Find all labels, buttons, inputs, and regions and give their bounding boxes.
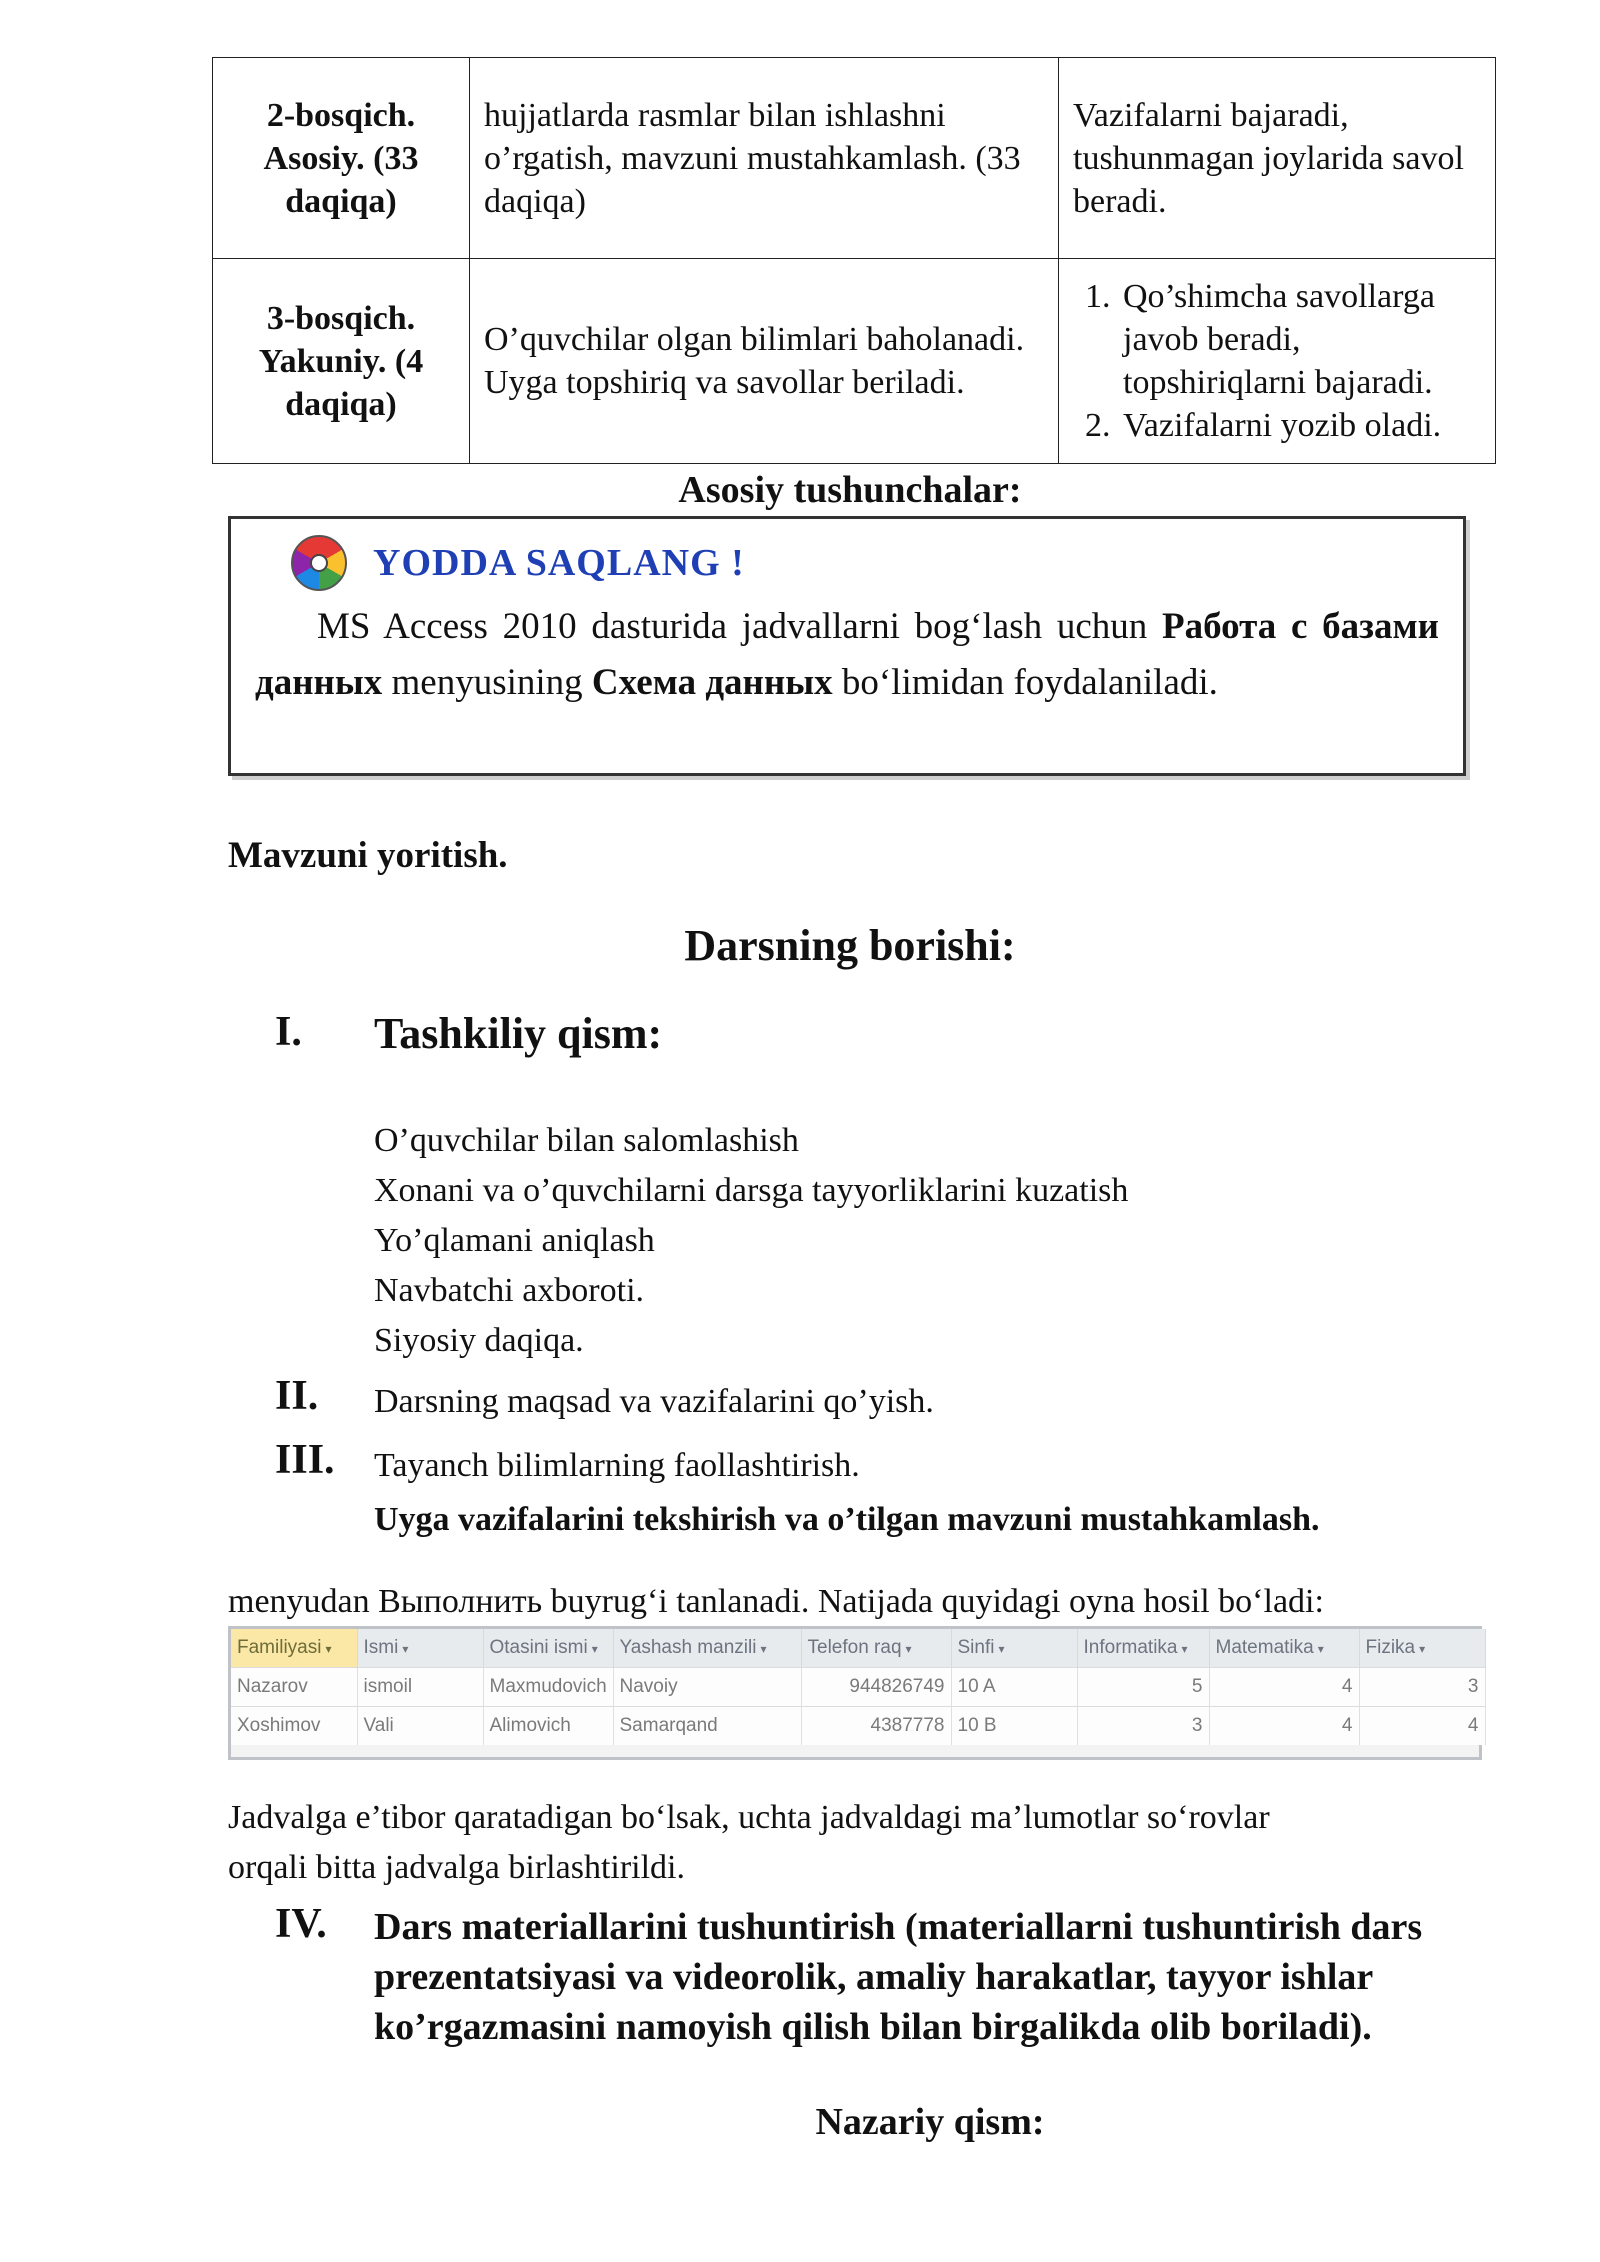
list-item: 2. Vazifalarni yozib oladi. [1119, 404, 1481, 447]
list-item: Siyosiy daqiqa. [374, 1322, 584, 1359]
column-header[interactable]: Matematika ▾ [1209, 1629, 1359, 1668]
student-activity-cell: Vazifalarni bajaradi, tushunmagan joylarida savol beradi. [1059, 58, 1496, 259]
cd-disc-icon [291, 535, 347, 591]
theory-heading: Nazariy qism: [815, 2101, 1045, 2143]
remember-title: YODDA SAQLANG ! [373, 542, 745, 584]
dropdown-arrow-icon: ▾ [1317, 1642, 1324, 1656]
list-item: Yo’qlamani aniqlash [374, 1222, 655, 1259]
section-bold-text: Uyga vazifalarini tekshirish va o’tilgan mavzuni mustahkamlash. [374, 1501, 1320, 1538]
key-concepts-heading: Asosiy tushunchalar: [678, 469, 1022, 511]
dropdown-arrow-icon: ▾ [591, 1642, 598, 1656]
topic-heading: Mavzuni yoritish. [228, 835, 508, 876]
stage-cell: 2-bosqich. Asosiy. (33 daqiqa) [213, 58, 470, 259]
section-number: I. [275, 1009, 302, 1055]
remember-text: MS Access 2010 dasturida jadvallarni bog‘lash uchun Работа с базами данных menyusining Схема данных bo‘limidan foydalaniladi. [255, 606, 1439, 703]
dropdown-arrow-icon: ▾ [402, 1642, 409, 1656]
student-activity-list [1073, 275, 1481, 447]
column-header[interactable]: Familiyasi ▾ [231, 1629, 357, 1668]
column-header[interactable]: Otasini ismi ▾ [483, 1629, 613, 1668]
column-header[interactable]: Sinfi ▾ [951, 1629, 1077, 1668]
column-header[interactable]: Fizika ▾ [1359, 1629, 1485, 1668]
lesson-heading: Darsning borishi: [684, 921, 1016, 970]
remember-box [228, 516, 1466, 776]
menu-sentence: menyudan Выполнить buyrug‘i tanlanadi. Natijada quyidagi oyna hosil bo‘ladi: [228, 1583, 1324, 1620]
dropdown-arrow-icon: ▾ [760, 1642, 767, 1656]
section-number: II. [275, 1373, 319, 1419]
database-table-screenshot [228, 1626, 1482, 1760]
lesson-stages-table [212, 57, 1496, 464]
section-number: III. [275, 1437, 335, 1483]
section-title: Tashkiliy qism: [374, 1009, 663, 1058]
column-header[interactable]: Ismi ▾ [357, 1629, 483, 1668]
list-item: O’quvchilar bilan salomlashish [374, 1122, 799, 1159]
dropdown-arrow-icon: ▾ [1181, 1642, 1188, 1656]
dropdown-arrow-icon: ▾ [905, 1642, 912, 1656]
table-row[interactable]: Xoshimov Vali Alimovich Samarqand 4387778 10 B 3 4 4 [231, 1707, 1485, 1746]
teacher-line: O’quvchilar olgan bilimlari baholanadi. [484, 321, 1025, 358]
dropdown-arrow-icon: ▾ [998, 1642, 1005, 1656]
column-header[interactable]: Telefon raq ▾ [801, 1629, 951, 1668]
teacher-activity-cell [470, 259, 1059, 464]
section-text: Darsning maqsad va vazifalarini qo’yish. [374, 1383, 934, 1420]
teacher-line: Uyga topshiriq va savollar beriladi. [484, 364, 965, 401]
note-line: orqali bitta jadvalga birlashtirildi. [228, 1849, 685, 1886]
section-number: IV. [275, 1901, 327, 1947]
teacher-activity-cell: hujjatlarda rasmlar bilan ishlashni o’rgatish, mavzuni mustahkamlash. (33 daqiqa) [470, 58, 1059, 259]
table-row[interactable]: Nazarov ismoil Maxmudovich Navoiy 944826749 10 A 5 4 3 [231, 1668, 1485, 1707]
list-item: Navbatchi axboroti. [374, 1272, 645, 1309]
column-header[interactable]: Yashash manzili ▾ [613, 1629, 801, 1668]
list-item: Xonani va o’quvchilarni darsga tayyorliklarini kuzatish [374, 1172, 1129, 1209]
table-row [213, 58, 1496, 259]
dropdown-arrow-icon: ▾ [325, 1642, 332, 1656]
section-bold-text: Dars materiallarini tushuntirish (materiallarni tushuntirish dars prezentatsiyasi va videorolik, amaliy harakatlar, tayyor ishlar ko’rgazmasini namoyish qilish bilan birgalikda olib boriladi). [374, 1906, 1423, 2048]
note-line: Jadvalga e’tibor qaratadigan bo‘lsak, uchta jadvaldagi ma’lumotlar so‘rovlar [228, 1799, 1270, 1836]
stage-cell: 3-bosqich. Yakuniy. (4 daqiqa) [213, 259, 470, 464]
section-text: Tayanch bilimlarning faollashtirish. [374, 1447, 860, 1484]
column-header[interactable]: Informatika ▾ [1077, 1629, 1209, 1668]
student-activity-cell [1059, 259, 1496, 464]
dropdown-arrow-icon: ▾ [1419, 1642, 1426, 1656]
table-row [213, 259, 1496, 464]
organizational-list [374, 1116, 1128, 1366]
table-header-row [231, 1629, 1485, 1668]
list-item: 1. Qo’shimcha savollarga javob beradi, topshiriqlarni bajaradi. [1119, 275, 1481, 404]
